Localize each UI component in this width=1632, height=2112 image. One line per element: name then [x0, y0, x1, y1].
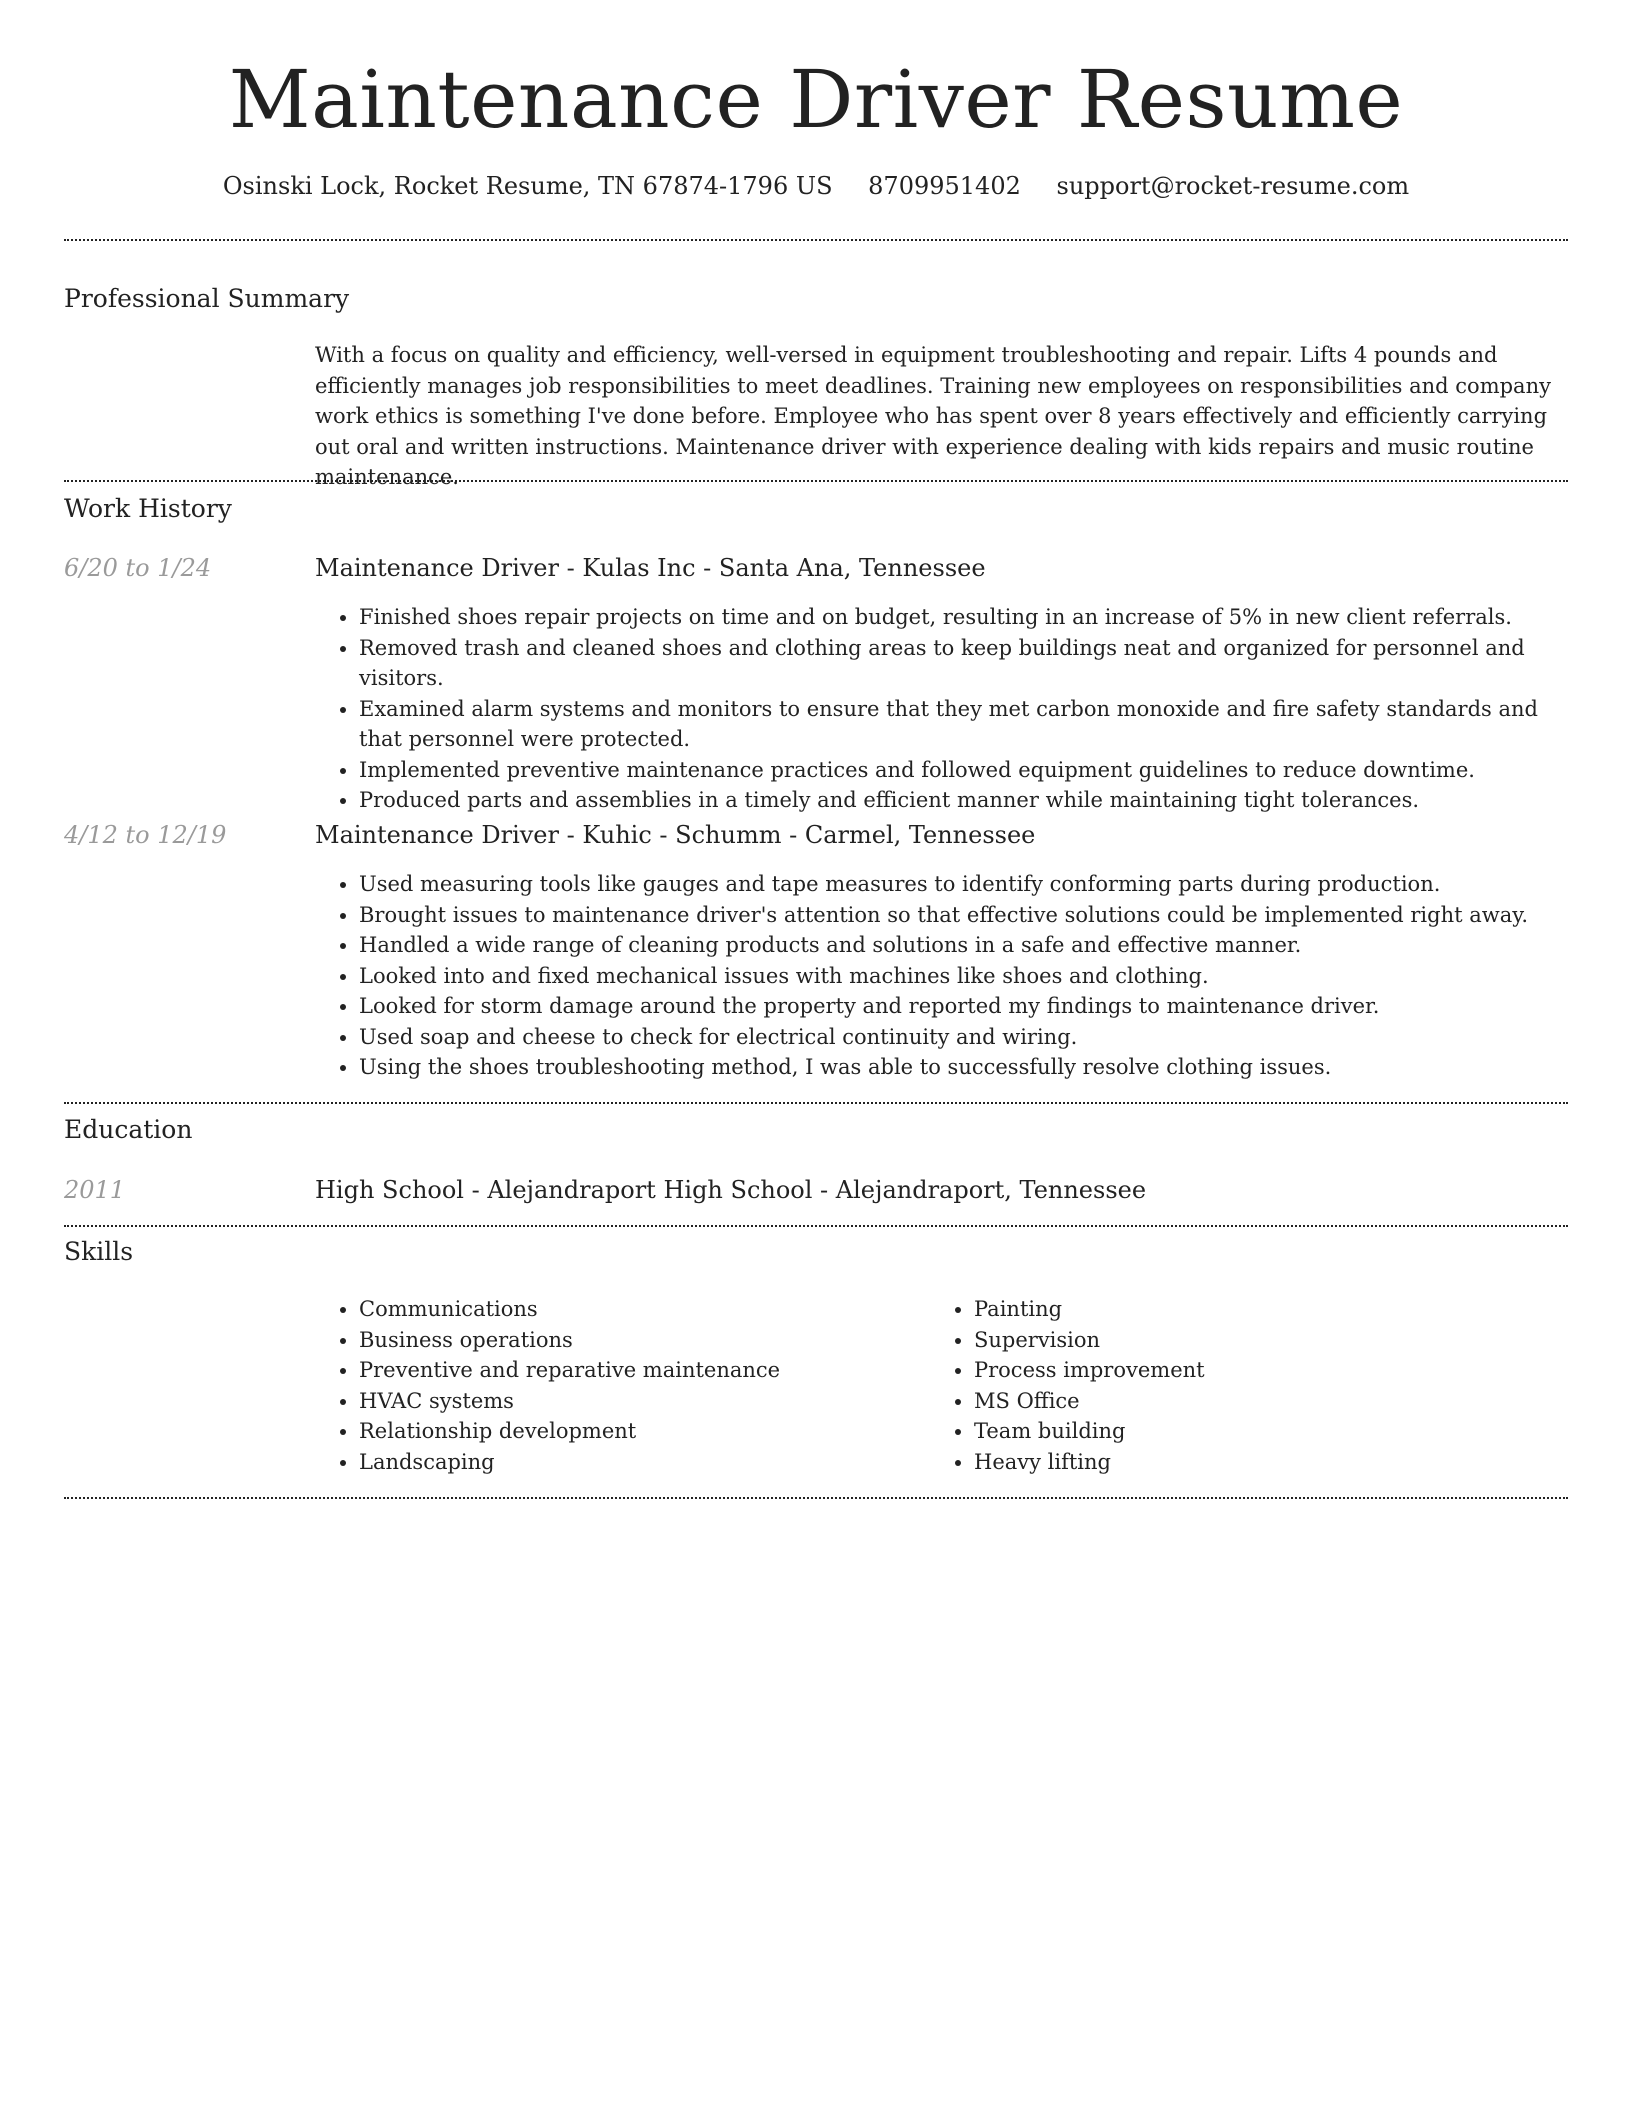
contact-address: Osinski Lock, Rocket Resume, TN 67874-1796 US	[222, 172, 833, 200]
list-item: • Heavy lifting	[974, 1447, 1530, 1478]
section-heading-education: Education	[64, 1115, 193, 1144]
job-duties-list	[315, 602, 1565, 816]
list-item: • Implemented preventive maintenance practices and followed equipment guidelines to reduce downtime.	[359, 755, 1565, 786]
list-item: • Used measuring tools like gauges and tape measures to identify conforming parts during production.	[359, 869, 1565, 900]
list-item: • Produced parts and assemblies in a timely and efficient manner while maintaining tight tolerances.	[359, 785, 1565, 816]
list-item: • Using the shoes troubleshooting method, I was able to successfully resolve clothing issues.	[359, 1052, 1565, 1083]
divider	[64, 480, 1568, 482]
divider	[64, 239, 1568, 241]
list-item: • Examined alarm systems and monitors to ensure that they met carbon monoxide and fire safety standards and that personnel were protected.	[359, 694, 1565, 755]
list-item: • Looked into and fixed mechanical issues with machines like shoes and clothing.	[359, 961, 1565, 992]
list-item: • Communications	[359, 1294, 915, 1325]
divider	[64, 1497, 1568, 1499]
list-item: • Supervision	[974, 1325, 1530, 1356]
list-item: • Used soap and cheese to check for electrical continuity and wiring.	[359, 1022, 1565, 1053]
divider	[64, 1225, 1568, 1227]
job-dates: 6/20 to 1/24	[64, 554, 212, 582]
section-heading-work-history: Work History	[64, 494, 232, 523]
list-item: • HVAC systems	[359, 1386, 915, 1417]
contact-line	[64, 170, 1568, 202]
list-item: • Looked for storm damage around the property and reported my findings to maintenance driver.	[359, 991, 1565, 1022]
list-item: • Process improvement	[974, 1355, 1530, 1386]
list-item: • Painting	[974, 1294, 1530, 1325]
job-duties-list	[315, 869, 1565, 1083]
list-item: • Business operations	[359, 1325, 915, 1356]
list-item: • Removed trash and cleaned shoes and clothing areas to keep buildings neat and organized for personnel and visitors.	[359, 633, 1565, 694]
divider	[64, 1102, 1568, 1104]
skills-list-left	[315, 1294, 915, 1477]
list-item: • Brought issues to maintenance driver's attention so that effective solutions could be implemented right away.	[359, 900, 1565, 931]
skills-list-right	[930, 1294, 1530, 1477]
list-item: • Team building	[974, 1416, 1530, 1447]
contact-email: support@rocket-resume.com	[1056, 172, 1410, 200]
section-heading-skills: Skills	[64, 1237, 134, 1266]
list-item: • MS Office	[974, 1386, 1530, 1417]
list-item: • Handled a wide range of cleaning products and solutions in a safe and effective manner.	[359, 930, 1565, 961]
list-item: • Preventive and reparative maintenance	[359, 1355, 915, 1386]
job-title: Maintenance Driver - Kuhic - Schumm - Carmel, Tennessee	[315, 821, 1036, 849]
list-item: • Relationship development	[359, 1416, 915, 1447]
list-item: • Landscaping	[359, 1447, 915, 1478]
job-dates: 4/12 to 12/19	[64, 821, 227, 849]
education-title: High School - Alejandraport High School - Alejandraport, Tennessee	[315, 1176, 1147, 1204]
job-title: Maintenance Driver - Kulas Inc - Santa Ana, Tennessee	[315, 554, 986, 582]
section-heading-summary: Professional Summary	[64, 284, 350, 313]
education-year: 2011	[64, 1176, 126, 1204]
contact-phone: 8709951402	[868, 172, 1021, 200]
summary-text: With a focus on quality and efficiency, well-versed in equipment troubleshooting and repair. Lifts 4 pounds and efficiently manages job responsibilities to meet deadlines. Training new employees on responsibilities and company work ethics is something I've done before. Employee who has spent over 8 years effectively and efficiently carrying out oral and written instructions. Maintenance driver with experience dealing with kids repairs and music routine maintenance.	[315, 343, 1551, 489]
list-item: • Finished shoes repair projects on time and on budget, resulting in an increase of 5% in new client referrals.	[359, 602, 1565, 633]
resume-title: Maintenance Driver Resume	[228, 53, 1404, 146]
